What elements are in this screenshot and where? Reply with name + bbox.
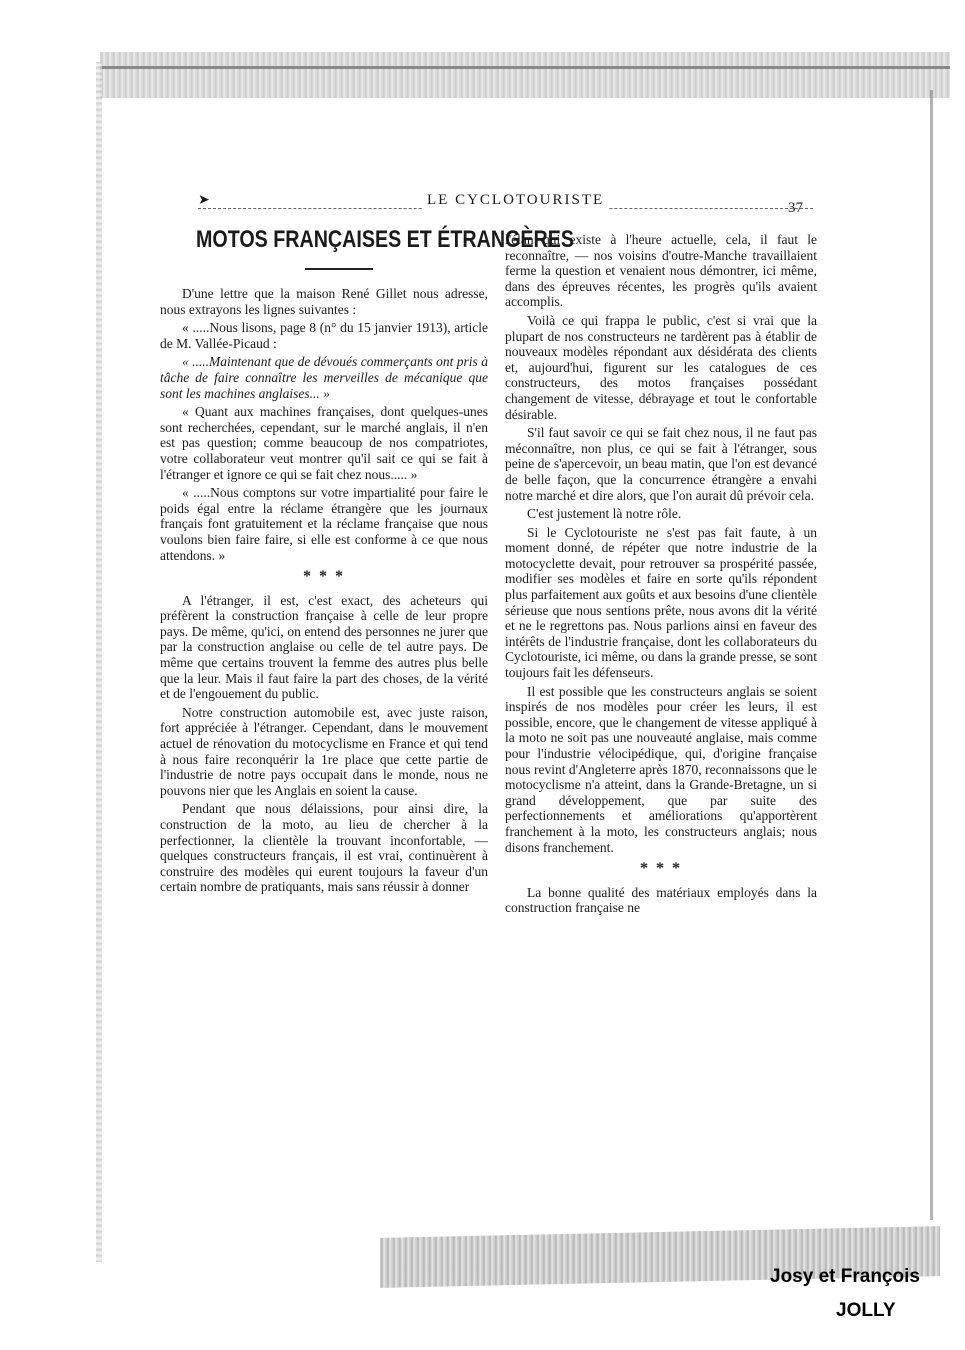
paragraph: Pendant que nous délaissions, pour ainsi dire, la construction de la moto, au lieu de chercher à la perfectionner, la clientèle la trouvant inconfortable, — quelques constructeurs français, il est vrai, continuèrent à construire des modèles qui eurent toujours la faveur d'un certain nombre de pratiquants, mais sans réussir à donner xyxy=(160,801,488,895)
page-number: 37 xyxy=(788,200,803,216)
section-separator: * * * xyxy=(303,568,345,586)
paragraph: « .....Nous comptons sur votre impartialité pour faire le poids égal entre la réclame étrangère que les journaux français font gratuitement et la réclame française que nous voulons bien faire faire, si elle est conforme à ce que nous attendons. » xyxy=(160,485,488,563)
paragraph: A l'étranger, il est, c'est exact, des acheteurs qui préfèrent la construction française à celle de leur propre pays. De même, qu'ici, on entend des personnes ne jurer que par la construction anglaise ou celle de tel autre pays. De même que certains trouvent la femme des autres plus belle que la leur. Mais il faut faire la part des choses, de la vérité et de l'engouement du public. xyxy=(160,592,488,702)
paragraph: « Quant aux machines françaises, dont quelques-unes sont recherchées, cependant, sur le marché anglais, il n'en est pas question; comme beaucoup de nos compatriotes, votre collaborateur veut montrer qu'il sait ce qui se fait à l'étranger et ignore ce qui se fait chez nous..... » xyxy=(160,404,488,482)
left-column xyxy=(160,286,488,898)
paragraph: Notre construction automobile est, avec juste raison, fort appréciée à l'étranger. Cependant, dans le mouvement actuel de rénovation du motocyclisme en France et qui tend à nous faire reconquérir la 1re place que cette partie de l'industrie de notre pays occupait dans le monde, nous ne pouvons nier que les Anglais en soient la cause. xyxy=(160,704,488,798)
article-headline: MOTOS FRANÇAISES ET ÉTRANGÈRES xyxy=(196,226,574,253)
running-head xyxy=(198,192,813,218)
paragraph: D'une lettre que la maison René Gillet nous adresse, nous extrayons les lignes suivantes : xyxy=(160,286,488,317)
paragraph: C'est justement là notre rôle. xyxy=(527,506,682,522)
arrow-ornament-icon: ➤ xyxy=(198,193,210,208)
running-head-title: LE CYCLOTOURISTE xyxy=(423,192,608,209)
headline-rule xyxy=(305,268,373,270)
paragraph: l'élan qui existe à l'heure actuelle, cela, il faut le reconnaître, — nos voisins d'outre-Manche travaillaient ferme la question et venaient nous démontrer, ici même, dans des épreuves récentes, les progrès qu'ils avaient accomplis. xyxy=(505,232,817,310)
paragraph: « .....Nous lisons, page 8 (n° du 15 janvier 1913), article de M. Vallée-Picaud : xyxy=(160,320,488,351)
paragraph: Il est possible que les constructeurs anglais se soient inspirés de nos modèles pour créer les leurs, il est possible, encore, que le changement de vitesse appliqué à la moto ne soit pas une nouveauté anglaise, mais comme pour l'industrie vélocipédique, qui, d'origine française nous revint d'Angleterre après 1870, reconnaissons que le motocyclisme n'a atteint, dans la Grande-Bretagne, un si grand développement, que par suite des perfectionnements et améliorations qu'apportèrent franchement à la moto, les constructeurs anglais; nous disons franchement. xyxy=(505,683,817,855)
signature-line-1: Josy et François xyxy=(770,1266,920,1287)
paragraph: Si le Cyclotouriste ne s'est pas fait faute, à un moment donné, de répéter que notre industrie de la motocyclette devait, pour retrouver sa prospérité passée, modifier ses modèles et faire en sorte qu'ils répondent plus parfaitement aux goûts et aux besoins d'une clientèle sérieuse que nous sentions prête, nous avons dit la vérité et ne le regrettons pas. Nous parlions ainsi en faveur des intérêts de l'industrie française, dont les collaborateurs du Cyclotouriste, ici même, ou dans la grande presse, se sont toujours fait les défenseurs. xyxy=(505,524,817,681)
scan-artifact-right-edge xyxy=(930,90,933,1220)
paragraph: « .....Maintenant que de dévoués commerçants ont pris à tâche de faire connaître les merveilles de mécanique que sont les machines anglaises... » xyxy=(160,354,488,401)
section-separator: * * * xyxy=(640,860,682,878)
signature-line-2: JOLLY xyxy=(836,1300,896,1321)
paragraph: La bonne qualité des matériaux employés dans la construction française ne xyxy=(505,884,817,916)
signature-watermark xyxy=(770,1266,955,1322)
paragraph: S'il faut savoir ce qui se fait chez nous, il ne faut pas méconnaître, non plus, ce qui se fait à l'étranger, sous peine de s'apercevoir, un beau matin, que l'on est devancé de belle façon, que la concurrence étrangère a envahi notre marché et dire alors, que l'on aurait dû prévoir cela. xyxy=(505,425,817,503)
paragraph: Voilà ce qui frappa le public, c'est si vrai que la plupart de nos constructeurs ne tardèrent pas à établir de nouveaux modèles répondant aux désidérata des clients et, aujourd'hui, figurent sur les catalogues de ces constructeurs, des motos françaises possédant changement de vitesse, débrayage et tout le confortable désirable. xyxy=(505,312,817,422)
right-column xyxy=(505,232,817,919)
scan-artifact-top xyxy=(100,52,950,98)
scan-artifact-left-edge xyxy=(96,62,102,1262)
